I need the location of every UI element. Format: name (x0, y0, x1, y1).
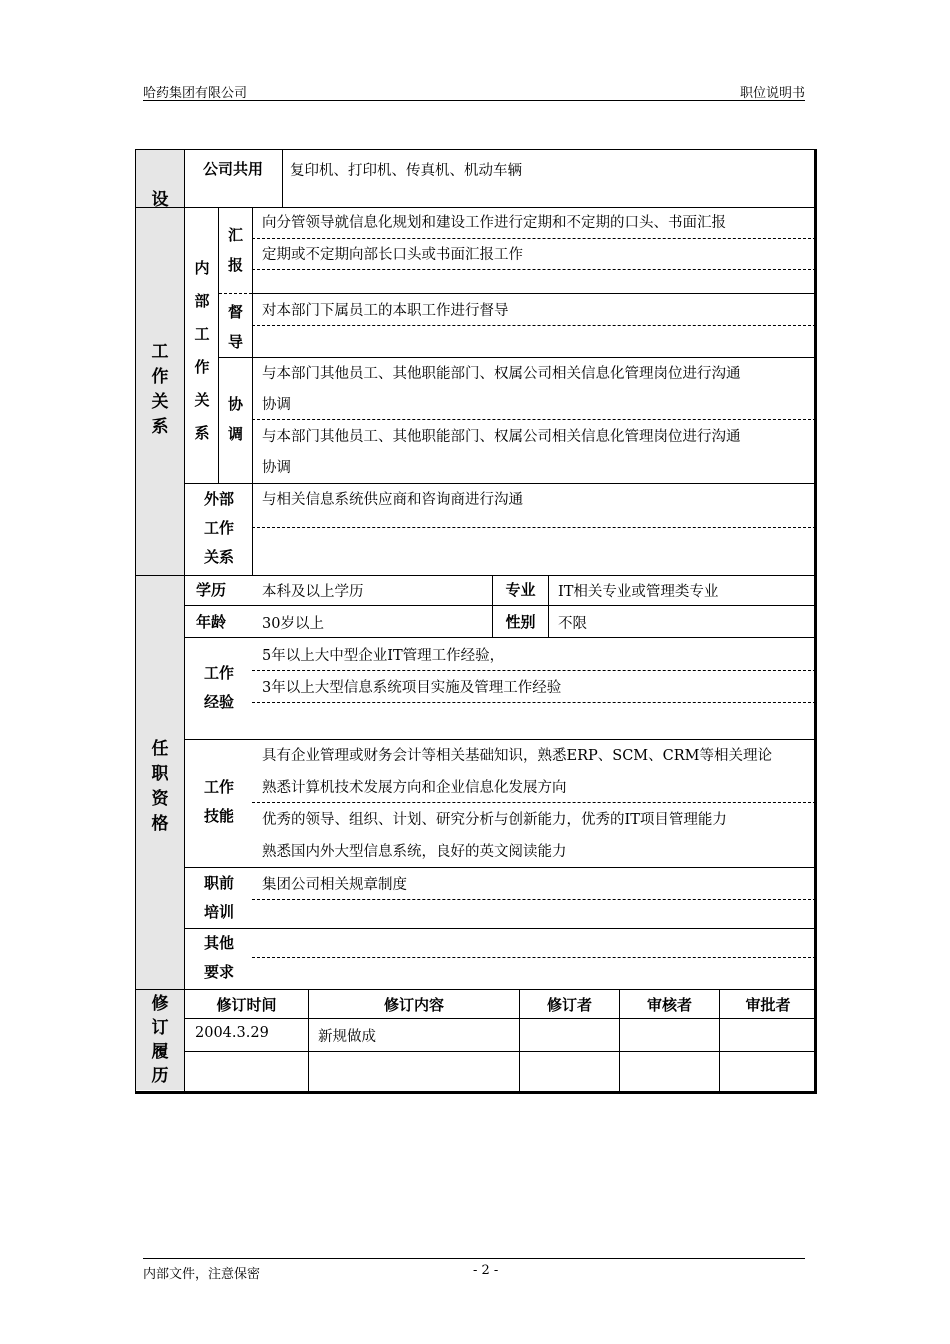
major-value: IT相关专业或管理类专业 (558, 584, 719, 600)
skills-item-3: 优秀的领导、组织、计划、研究分析与创新能力，优秀的IT项目管理能力 (262, 812, 727, 828)
age-value: 30岁以上 (262, 616, 324, 632)
internal-relations-label: 内部工作关系 (194, 259, 210, 442)
coordinate-label: 协调 (227, 395, 243, 443)
training-label: 职前培训 (203, 874, 234, 921)
revision-side-label: 修订履历 (151, 994, 169, 1086)
gender-value: 不限 (558, 616, 587, 632)
education-label: 学历 (195, 581, 226, 599)
external-relations-label: 外部工作关系 (203, 490, 234, 566)
coordinate-item-3: 与本部门其他员工、其他职能部门、权属公司相关信息化管理岗位进行沟通 (262, 429, 741, 445)
coordinate-item-1: 与本部门其他员工、其他职能部门、权属公司相关信息化管理岗位进行沟通 (262, 366, 741, 382)
external-item-1: 与相关信息系统供应商和咨询商进行沟通 (262, 492, 523, 508)
coordinate-item-2: 协调 (262, 397, 291, 413)
report-label: 汇报 (227, 226, 243, 274)
revision-header-content: 修订内容 (383, 996, 444, 1014)
gender-label: 性别 (505, 613, 536, 631)
report-item-1: 向分管领导就信息化规划和建设工作进行定期和不定期的口头、书面汇报 (262, 215, 726, 231)
work-relations-side-label: 工作关系 (151, 342, 169, 437)
supervise-item-1: 对本部门下属员工的本职工作进行督导 (262, 303, 509, 319)
training-item-1: 集团公司相关规章制度 (262, 877, 407, 893)
revision-row-date: 2004.3.29 (195, 1025, 269, 1041)
experience-item-2: 3年以上大型信息系统项目实施及管理工作经验 (262, 680, 562, 696)
equipment-side-label: 设 (151, 190, 169, 210)
revision-row-content: 新规做成 (318, 1029, 376, 1045)
revision-header-approver: 审批者 (745, 996, 791, 1014)
qualifications-side-label: 任职资格 (151, 739, 169, 834)
shared-value: 复印机、打印机、传真机、机动车辆 (290, 163, 522, 179)
revision-header-time: 修订时间 (216, 996, 277, 1014)
shared-label: 公司共用 (202, 160, 263, 178)
coordinate-item-4: 协调 (262, 460, 291, 476)
education-value: 本科及以上学历 (262, 584, 364, 600)
side-label-column (136, 150, 184, 1090)
page-footer (143, 1258, 805, 1283)
experience-label: 工作经验 (203, 664, 234, 711)
age-label: 年龄 (195, 613, 226, 631)
skills-item-1: 具有企业管理或财务会计等相关基础知识，熟悉ERP、SCM、CRM等相关理论 (262, 748, 772, 764)
report-item-2: 定期或不定期向部长口头或书面汇报工作 (262, 247, 523, 263)
header-company: 哈药集团有限公司 (143, 86, 248, 101)
footer-confidential: 内部文件，注意保密 (143, 1267, 261, 1282)
revision-header-reviser: 修订者 (546, 996, 592, 1014)
skills-item-2: 熟悉计算机技术发展方向和企业信息化发展方向 (262, 780, 567, 796)
supervise-label: 督导 (227, 303, 243, 351)
experience-item-1: 5年以上大中型企业IT管理工作经验， (262, 648, 505, 664)
other-requirements-label: 其他要求 (203, 934, 234, 981)
header-doc-title: 职位说明书 (739, 86, 805, 101)
major-label: 专业 (505, 581, 536, 599)
skills-label: 工作技能 (203, 778, 234, 825)
revision-header-reviewer: 审核者 (646, 996, 692, 1014)
footer-page-number: - 2 - (473, 1263, 499, 1278)
skills-item-4: 熟悉国内外大型信息系统，良好的英文阅读能力 (262, 844, 567, 860)
page-header (143, 82, 805, 101)
